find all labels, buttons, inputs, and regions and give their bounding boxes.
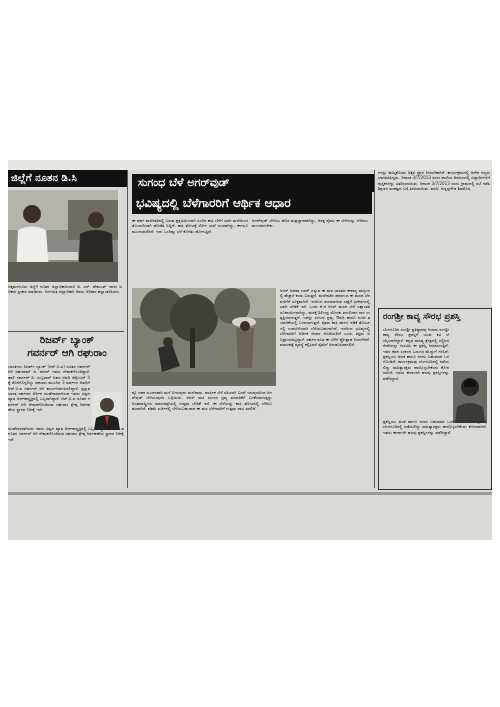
rbi-governor-photo [92, 392, 122, 430]
page-bottom-rule [8, 492, 492, 495]
column-rule-2 [374, 170, 375, 488]
page-top-strip [8, 160, 492, 170]
new-dc-headline: ಜಿಲ್ಲೆಗೆ ನೂತನ ಡಿ.ಸಿ [8, 170, 127, 187]
agarwood-col1-top: ಈ ವರ್ಷ ಮಲೆನಾಡಿನಲ್ಲಿ ಬರುವ ಪ್ರಕೃತಿಯಿಂದಾಗಿ ಎಂದಿನ ಕಾಫಿ ಬೆಳೆಗೆ ಭಾರೀ ಮಳೆಯಿಂದ ತೊಂದರೆಯಾಗಿ ಹೊಡೆತ ಬಿದ್ದಿದೆ. ಕಾಫಿ ತೋಟಕ್ಕೆ ರೋಗ ಬಾಧೆ ಉಂಟಾಗಿದ್ದು, ಈಗಲೂ ಮುಂದುವರೆದಿದೆ. ಇದು ಒಂದಿಷ್ಟು ಬೆಳೆ ಕೊಳೆತು ಹೋಗುತ್ತಿದೆ. [132, 218, 248, 234]
rbi-headline-line1: ರಿಜರ್ವ್ ಬ್ಯಾಂಕ್ [39, 335, 95, 346]
agarwood-headline-2: ಭವಿಷ್ಯದಲ್ಲಿ ಬೆಳೆಗಾರರಿಗೆ ಆರ್ಥಿಕ ಆಧಾರ [132, 192, 372, 214]
poet-award-body: ಬೆಂಗಳೂರಿನ ರಂಗಶ್ರೀ ಪ್ರತಿಷ್ಠಾನವು ನೀಡುವ ರಂಗಶ್ರೀ ಕಾವ್ಯ ಸೌರಭ ಪ್ರಶಸ್ತಿಗೆ ಯುವ ಕವಿ ಆಯ್ಕೆಯಾಗಿದ್ದಾರೆ. ಕನ್ನಡ ಸಾಹಿತ್ಯ ಕ್ಷೇತ್ರದಲ್ಲಿ ಸಲ್ಲಿಸಿದ ಸೇವೆಯನ್ನು ಗುರುತಿಸಿ ಈ ಪ್ರಶಸ್ತಿ ನೀಡಲಾಗುತ್ತಿದೆ. ಇವರ ಕವನ ಸಂಕಲನ ಓದುಗರ ಮೆಚ್ಚುಗೆ ಗಳಿಸಿದೆ. ಪ್ರಶಸ್ತಿಯು ಫಲಕ ಹಾಗೂ ನಗದು ಬಹುಮಾನ ಒಳಗೊಂಡಿದೆ. ಕಾರ್ಯಕ್ರಮವು ಬೆಂಗಳೂರಿನಲ್ಲಿ ನಡೆಯಲಿದ್ದು ಸಾಹಿತ್ಯಾಸಕ್ತರು ಪಾಲ್ಗೊಳ್ಳಬೇಕೆಂದು ಕೋರಲಾಗಿದೆ. ಇವರು ಈಗಾಗಲೇ ಹಲವು ಪ್ರಶಸ್ತಿಗಳನ್ನು ಪಡೆದಿದ್ದಾರೆ. [383, 327, 449, 381]
dc-handshake-photo [8, 190, 118, 282]
agarwood-col1-bottom: ಕ್ಕೂ ದಶಕ ಸುಂದರವಾಗಿ ಮಳೆ ಬೀಳುವುದು ಮಲೆನಾಡು. ವಾರ್ಷಿಕ ಬೆಳೆ ಸರಿಯಾಗಿ ಬರದೆ ಇರುವುದರಿಂದ ಅಗರ್‌ವುಡ್ ಬೆಳೆಯುವುದು ಒಳ್ಳೆಯದು. ಅಗರ್ ಮರ ಸುಗಂಧ ದ್ರವ್ಯ ತಯಾರಿಕೆಗೆ ಬಳಕೆಯಾಗುತ್ತಿದ್ದು ಅಂತಾರಾಷ್ಟ್ರೀಯ ಮಾರುಕಟ್ಟೆಯಲ್ಲಿ ಉತ್ತಮ ಬೇಡಿಕೆ ಇದೆ. ಈ ಬೆಳೆಯನ್ನು ಕಾಫಿ ತೋಟದಲ್ಲಿ ಬೆಳೆಸಬಹುದಾಗಿದೆ. ಕಡಿಮೆ ಖರ್ಚಿನಲ್ಲಿ ಬೆಳೆಯಬಹುದಾದ ಈ ಮರ ಬೆಳೆಗಾರರಿಗೆ ಉತ್ತಮ ಲಾಭ ತರಲಿದೆ. [132, 390, 272, 412]
agarwood-headline-1: ಸುಗಂಧ ಬೆಳೆ ಅಗರ್‌ವುಡ್ [132, 174, 374, 192]
dc-caption: ಚಿಕ್ಕಮಗಳೂರು ಜಿಲ್ಲೆಗೆ ನೂತನ ಜಿಲ್ಲಾಧಿಕಾರಿಯಾಗಿ ಡಿ. ಎಸ್. ಹೇಮಂತ್ ಇವರು ಅಧಿಕಾರ ಸ್ವೀಕಾರ ಮಾಡಿದರು. ನಿರ್ಗಮಿತ ಜಿಲ್ಲಾಧಿಕಾರಿ ಅವರು ಅಧಿಕಾರ ಹಸ್ತಾಂತರಿಸಿದರು. [8, 284, 122, 295]
newspaper-page [8, 160, 492, 540]
right-top-article: ಗಳನ್ನು ಹಮ್ಮಿಕೊಂಡು ಅಕ್ಷರ ಜ್ಞಾನ ನೀಡಬೇಕಾಗಿದೆ. ಕಾರ್ಯಕ್ರಮದಲ್ಲಿ ಅನೇಕ ಗಣ್ಯರು ಭಾಗವಹಿಸಿದ್ದರು. ದಿನಾಂಕ 3/7/2013 ರಂದು ಶಾಲೆಯ ಆವರಣದಲ್ಲಿ ವಿದ್ಯಾರ್ಥಿಗಳಿಗೆ ಪುಸ್ತಕಗಳನ್ನು ವಿತರಿಸಲಾಯಿತು. ದಿನಾಂಕ 3/7/2013 ರಂದು ಗ್ರಾಮದಲ್ಲಿ ಸಭೆ ನಡೆಸಿ ಶಿಕ್ಷಣದ ಮಹತ್ವದ ಬಗ್ಗೆ ತಿಳಿಸಲಾಯಿತು. ವರದಿ: ಅಣ್ಣಪ್ಪಗೌಡ ಶಿವಮೊಗ್ಗ [378, 170, 490, 192]
rbi-body-bottom: ಸಲಹೆಗಾರರಾಗಿರುವ ಇವರು ವಿಶ್ವದ ಖ್ಯಾತ ಅರ್ಥಶಾಸ್ತ್ರಜ್ಞರಲ್ಲಿ ಒಬ್ಬರಾಗಿದ್ದಾರೆ. ಆರ್.ಬಿ.ಐ ನೂತನ ಗವರ್ನರ್ ಆಗಿ ನೇಮಕಗೊಂಡಿರುವ ರಘುರಾಂ ಶ್ರೇಷ್ಠ ನಿರ್ವಹಣೆಯ ಸ್ಥಾನದ ನಿರೀಕ್ಷೆ ಇದೆ. [8, 426, 124, 442]
poet-photo [453, 371, 487, 423]
agarwood-col2-top: ಅಗರ್‌ವುಡ್ ಬೆಳೆಯು ಹೊಸ ತಂತ್ರಜ್ಞಾನವಾಗಿದ್ದು, ಆಸಕ್ತ ರೈತರು ಈ ಬೆಳೆಯನ್ನು ಬೆಳೆಸಲು ಮುಂದಾಗಬೇಕು. [252, 218, 368, 229]
agarwood-col2-body: ಅಗರ್ ಅಥವಾ ಊದ್ ಎನ್ನುವ ಈ ಮರ ಭಾರತದ ಈಶಾನ್ಯ ರಾಜ್ಯಗಳಲ್ಲಿ ಹೆಚ್ಚಾಗಿ ಕಂಡು ಬರುತ್ತದೆ. ಮಲೆನಾಡಿನ ಹವಾಗುಣ ಈ ಮರದ ಬೆಳವಣಿಗೆಗೆ ಸೂಕ್ತವಾಗಿದೆ. ಇದರಿಂದ ತಯಾರಾಗುವ ಎಣ್ಣೆಗೆ ವಿದೇಶಗಳಲ್ಲಿ ಭಾರೀ ಬೇಡಿಕೆ ಇದೆ. ಒಂದು ಕೆ.ಜಿ ಅಗರ್ ಮರದ ಬೆಲೆ ಲಕ್ಷಾಂತರ ರೂಪಾಯಿಗಳಾಗಿದ್ದು, ಮರಕ್ಕೆ ಶಿಲೀಂಧ್ರ ಸೋಂಕು ತಗುಲಿದಾಗ ರಾಳ ಉತ್ಪತ್ತಿಯಾಗುತ್ತದೆ. ಇದನ್ನು ಸುಗಂಧ ದ್ರವ್ಯ, ಔಷಧಿ ಹಾಗೂ ಧೂಪ ತಯಾರಿಕೆಯಲ್ಲಿ ಬಳಸಲಾಗುತ್ತದೆ. ರೈತರು ಕಾಫಿ ಹಾಗೂ ಅಡಿಕೆ ತೋಟಗಳಲ್ಲಿ ಉಪಬೆಳೆಯಾಗಿ ಬೆಳೆಯಬಹುದಾಗಿದೆ. ಇದರಿಂದ ಭವಿಷ್ಯದಲ್ಲಿ ಬೆಳೆಗಾರರಿಗೆ ಆರ್ಥಿಕ ಆಧಾರ ದೊರೆಯಲಿದೆ ಎಂದು ತಜ್ಞರು ಅಭಿಪ್ರಾಯಪಟ್ಟಿದ್ದಾರೆ. ಸರ್ಕಾರ ಕೂಡ ಈ ಬೆಳೆಗೆ ಪ್ರೋತ್ಸಾಹ ನೀಡಬೇಕಿದೆ. ಮಾರುಕಟ್ಟೆ ವ್ಯವಸ್ಥೆ ಕಲ್ಪಿಸಿದರೆ ರೈತರಿಗೆ ಅನುಕೂಲವಾಗಲಿದೆ. [280, 288, 370, 348]
left-divider [8, 331, 124, 332]
poet-award-headline: ರಂಗಶ್ರೀ ಕಾವ್ಯ ಸೌರಭ ಪ್ರಶಸ್ತಿ [383, 312, 461, 322]
rbi-body-text: ಭಾರತೀಯ ರಿಜರ್ವ್ ಬ್ಯಾಂಕ್ (ಆರ್.ಬಿ.ಐ) ನೂತನ ಗವರ್ನರ್ ಆಗಿ ರಘುರಾಮ್ ಜಿ. ರಾಜನ್ ಇವರು ನೇಮಕಗೊಂಡಿದ್ದಾರೆ. ಹಾಲಿ ಗವರ್ನರ್ ಡಿ. ಸುಬ್ಬರಾವ್ ಅವರ ಅವಧಿ ಸೆಪ್ಟೆಂಬರ್ 4 ಕ್ಕೆ ಕೊನೆಗೊಳ್ಳಲಿದ್ದು ರಘುರಾಂ ಮುಂದಿನ 3 ವರ್ಷಗಳ ಅವಧಿಗೆ ಆರ್.ಬಿ.ಐ ಗವರ್ನರ್ ಆಗಿ ಕಾರ್ಯನಿರ್ವಹಿಸಲಿದ್ದಾರೆ. ಪ್ರಸ್ತುತ ಭಾರತ ಸರ್ಕಾರದ ಆರ್ಥಿಕ ಸಲಹೆಗಾರರಾಗಿರುವ ಇವರು ವಿಶ್ವದ ಖ್ಯಾತ ಅರ್ಥಶಾಸ್ತ್ರಜ್ಞರಲ್ಲಿ ಒಬ್ಬರಾಗಿದ್ದಾರೆ. ಆರ್.ಬಿ.ಐ ನೂತನ ಗವರ್ನರ್ ಆಗಿ ನೇಮಕಗೊಂಡಿರುವ ರಘುರಾಂ ಶ್ರೇಷ್ಠ ನಿರ್ವಹಣೆಯ ಸ್ಥಾನದ ನಿರೀಕ್ಷೆ ಇದೆ. [8, 364, 90, 413]
rbi-body-top [8, 364, 90, 424]
agarwood-field-photo [132, 288, 276, 386]
rbi-headline-line2: ಗವರ್ನರ್ ಆಗಿ ರಘುರಾಂ [27, 348, 107, 359]
column-rule-1 [127, 170, 128, 488]
poet-award-body-cont: ಪ್ರಶಸ್ತಿಯು ಫಲಕ ಹಾಗೂ ನಗದು ಬಹುಮಾನ ಒಳಗೊಂಡಿದೆ. ಕಾರ್ಯಕ್ರಮವು ಬೆಂಗಳೂರಿನಲ್ಲಿ ನಡೆಯಲಿದ್ದು ಸಾಹಿತ್ಯಾಸಕ್ತರು ಪಾಲ್ಗೊಳ್ಳಬೇಕೆಂದು ಕೋರಲಾಗಿದೆ. ಇವರು ಈಗಾಗಲೇ ಹಲವು ಪ್ರಶಸ್ತಿಗಳನ್ನು ಪಡೆದಿದ್ದಾರೆ. [383, 419, 487, 435]
poet-award-box [378, 308, 492, 490]
